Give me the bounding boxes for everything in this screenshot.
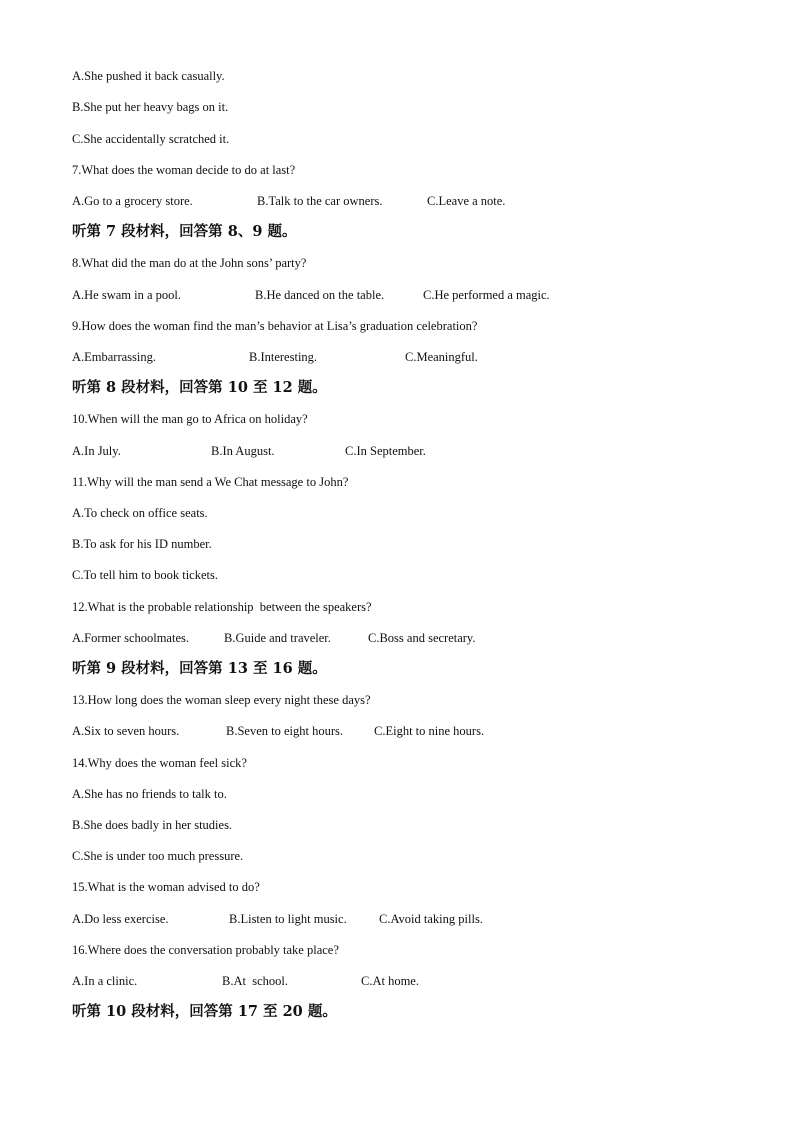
section-heading-10: 听第 10 段材料，回答第 17 至 20 题。 xyxy=(72,1003,337,1020)
q8-option-b: B.He danced on the table. xyxy=(255,288,385,302)
q11-option-c: C.To tell him to book tickets. xyxy=(72,568,218,582)
q15-option-c: C.Avoid taking pills. xyxy=(379,912,483,926)
q15-option-b: B.Listen to light music. xyxy=(229,912,347,926)
q10-option-c: C.In September. xyxy=(345,444,426,458)
q10-option-a: A.In July. xyxy=(72,444,121,458)
q8-option-a: A.He swam in a pool. xyxy=(72,288,182,302)
question-11: 11.Why will the man send a We Chat message to John? xyxy=(72,475,349,489)
q7-option-a: A.Go to a grocery store. xyxy=(72,194,193,208)
q6-option-c: C.She accidentally scratched it. xyxy=(72,132,230,146)
q14-option-b: B.She does badly in her studies. xyxy=(72,818,233,832)
question-13: 13.How long does the woman sleep every night these days? xyxy=(72,693,371,707)
question-15: 15.What is the woman advised to do? xyxy=(72,880,260,894)
q13-option-c: C.Eight to nine hours. xyxy=(374,724,485,738)
question-12: 12.What is the probable relationship between the speakers? xyxy=(72,600,372,614)
q7-option-c: C.Leave a note. xyxy=(427,194,506,208)
question-10: 10.When will the man go to Africa on holiday? xyxy=(72,412,308,426)
q16-option-c: C.At home. xyxy=(361,974,419,988)
q9-option-b: B.Interesting. xyxy=(249,350,318,364)
q11-option-b: B.To ask for his ID number. xyxy=(72,537,212,551)
q12-option-b: B.Guide and traveler. xyxy=(224,631,331,645)
q14-option-c: C.She is under too much pressure. xyxy=(72,849,244,863)
q16-option-b: B.At school. xyxy=(222,974,288,988)
q8-option-c: C.He performed a magic. xyxy=(423,288,550,302)
q6-option-a: A.She pushed it back casually. xyxy=(72,69,225,83)
section-heading-8: 听第 8 段材料，回答第 10 至 12 题。 xyxy=(72,379,327,396)
question-7: 7.What does the woman decide to do at last? xyxy=(72,163,296,177)
q6-option-b: B.She put her heavy bags on it. xyxy=(72,100,229,114)
section-heading-7: 听第 7 段材料，回答第 8、9 题。 xyxy=(72,223,297,240)
q16-option-a: A.In a clinic. xyxy=(72,974,138,988)
q15-option-a: A.Do less exercise. xyxy=(72,912,169,926)
section-heading-9: 听第 9 段材料，回答第 13 至 16 题。 xyxy=(72,660,327,677)
q9-option-a: A.Embarrassing. xyxy=(72,350,157,364)
question-14: 14.Why does the woman feel sick? xyxy=(72,756,247,770)
q9-option-c: C.Meaningful. xyxy=(405,350,478,364)
q14-option-a: A.She has no friends to talk to. xyxy=(72,787,227,801)
q12-option-c: C.Boss and secretary. xyxy=(368,631,476,645)
q12-option-a: A.Former schoolmates. xyxy=(72,631,189,645)
q11-option-a: A.To check on office seats. xyxy=(72,506,208,520)
q13-option-a: A.Six to seven hours. xyxy=(72,724,180,738)
q7-option-b: B.Talk to the car owners. xyxy=(257,194,383,208)
question-8: 8.What did the man do at the John sons’ party? xyxy=(72,256,307,270)
question-16: 16.Where does the conversation probably take place? xyxy=(72,943,339,957)
q10-option-b: B.In August. xyxy=(211,444,275,458)
q13-option-b: B.Seven to eight hours. xyxy=(226,724,344,738)
question-9: 9.How does the woman find the man’s behavior at Lisa’s graduation celebration? xyxy=(72,319,478,333)
